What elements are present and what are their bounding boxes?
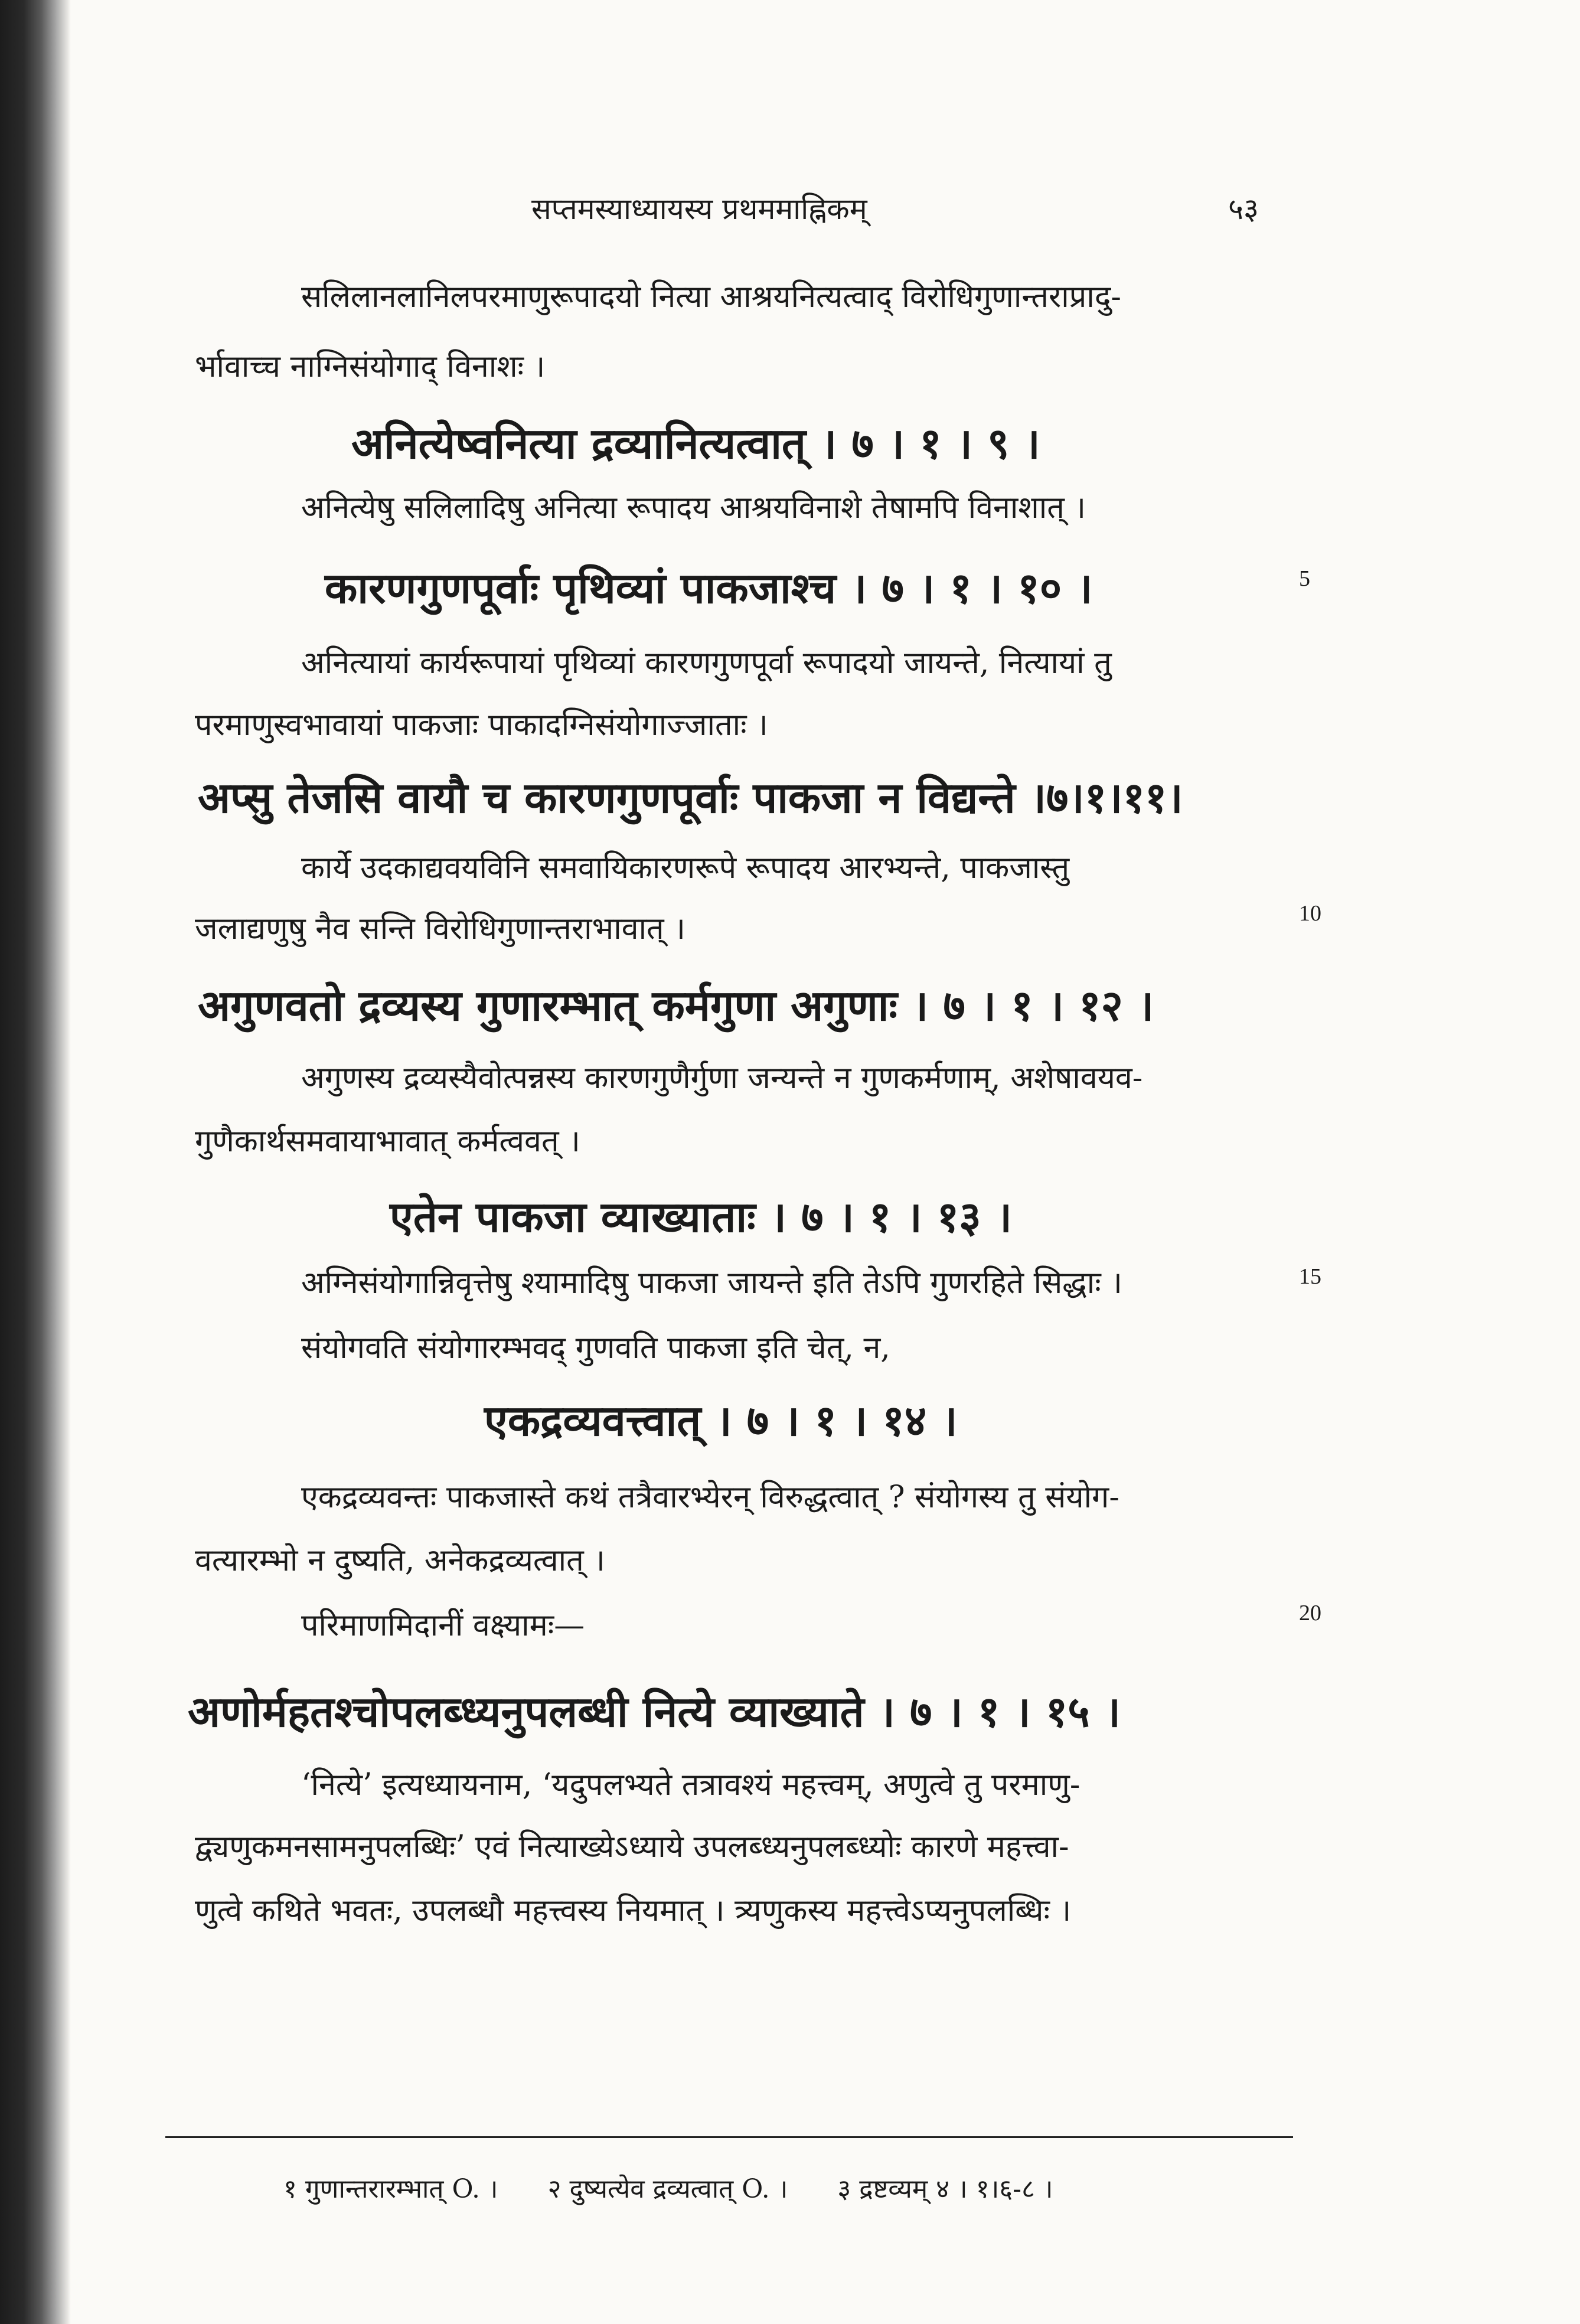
sutra-7-1-15: अणोर्महतश्चोपलब्ध्यनुपलब्धी नित्ये व्याख्याते । ७ । १ । १५ ।: [188, 1686, 1121, 1737]
commentary-line: अनित्येषु सलिलादिषु अनित्या रूपादय आश्रयविनाशे तेषामपि विनाशात् ।: [301, 490, 1086, 525]
commentary-line: र्भावाच्च नाग्निसंयोगाद् विनाशः ।: [195, 349, 546, 384]
commentary-line: वत्यारम्भो न दुष्यति, अनेकद्रव्यत्वात् ।: [195, 1543, 605, 1578]
footnote-rule: [165, 2136, 1293, 2138]
sutra-7-1-11: अप्सु तेजसि वायौ च कारणगुणपूर्वाः पाकजा न विद्यन्ते ।७।१।११।: [198, 772, 1183, 822]
sutra-7-1-12: अगुणवतो द्रव्यस्य गुणारम्भात् कर्मगुणा अगुणाः । ७ । १ । १२ ।: [198, 980, 1154, 1030]
commentary-line: एकद्रव्यवन्तः पाकजास्ते कथं तत्रैवारभ्येरन् विरुद्धत्वात् ? संयोगस्य तु संयोग-: [301, 1480, 1119, 1515]
footnote-3: ३ द्रष्टव्यम् ४ । १।६-८ ।: [837, 2174, 1053, 2204]
commentary-line: अगुणस्य द्रव्यस्यैवोत्पन्नस्य कारणगुणैर्गुणा जन्यन्ते न गुणकर्मणाम्, अशेषावयव-: [301, 1060, 1143, 1096]
commentary-line: द्व्यणुकमनसामनुपलब्धिः’ एवं नित्याख्येऽध्याये उपलब्ध्यनुपलब्ध्योः कारणे महत्त्वा-: [195, 1829, 1069, 1865]
commentary-line: सलिलानलानिलपरमाणुरूपादयो नित्या आश्रयनित्यत्वाद् विरोधिगुणान्तराप्रादु-: [301, 279, 1121, 315]
margin-line-number: 20: [1299, 1601, 1321, 1626]
running-header: सप्तमस्याध्यायस्य प्रथममाह्निकम्: [531, 192, 867, 226]
commentary-line: कार्ये उदकाद्यवयविनि समवायिकारणरूपे रूपादय आरभ्यन्ते, पाकजास्तु: [301, 850, 1070, 886]
commentary-line: जलाद्यणुषु नैव सन्ति विरोधिगुणान्तराभावात् ।: [195, 911, 685, 946]
sutra-7-1-10: कारणगुणपूर्वाः पृथिव्यां पाकजाश्च । ७ । १ । १० ।: [325, 563, 1093, 613]
commentary-line: गुणैकार्थसमवायाभावात् कर्मत्ववत् ।: [195, 1124, 580, 1159]
sutra-7-1-9: अनित्येष्वनित्या द्रव्यानित्यत्वात् । ७ । १ । ९ ।: [351, 418, 1040, 468]
commentary-line: अनित्यायां कार्यरूपायां पृथिव्यां कारणगुणपूर्वा रूपादयो जायन्ते, नित्यायां तु: [301, 645, 1112, 681]
footnote-2: २ दुष्यत्येव द्रव्यत्वात् O. ।: [547, 2174, 788, 2204]
margin-line-number: 10: [1299, 901, 1321, 926]
commentary-line: संयोगवति संयोगारम्भवद् गुणवति पाकजा इति चेत्, न,: [301, 1330, 890, 1366]
commentary-line: अग्निसंयोगान्निवृत्तेषु श्यामादिषु पाकजा जायन्ते इति तेऽपि गुणरहिते सिद्धाः ।: [301, 1265, 1122, 1301]
commentary-line: ‘नित्ये’ इत्यध्यायनाम, ‘यदुपलभ्यते तत्रावश्यं महत्त्वम्, अणुत्वे तु परमाणु-: [301, 1767, 1080, 1803]
sutra-7-1-14: एकद्रव्यवत्त्वात् । ७ । १ । १४ ।: [484, 1395, 958, 1445]
footnote-1: १ गुणान्तरारम्भात् O. ।: [283, 2174, 498, 2204]
commentary-line: णुत्वे कथिते भवतः, उपलब्धौ महत्त्वस्य नियमात् । त्र्यणुकस्य महत्त्वेऽप्यनुपलब्धिः ।: [195, 1893, 1072, 1928]
page-number: ५३: [1228, 192, 1259, 226]
margin-line-number: 15: [1299, 1264, 1321, 1289]
commentary-line: परमाणुस्वभावायां पाकजाः पाकादग्निसंयोगाज्जाताः ।: [195, 707, 768, 743]
margin-line-number: 5: [1299, 566, 1310, 591]
commentary-line: परिमाणमिदानीं वक्ष्यामः—: [301, 1608, 585, 1643]
sutra-7-1-13: एतेन पाकजा व्याख्याताः । ७ । १ । १३ ।: [390, 1192, 1013, 1242]
footnotes: [283, 2170, 1095, 2205]
